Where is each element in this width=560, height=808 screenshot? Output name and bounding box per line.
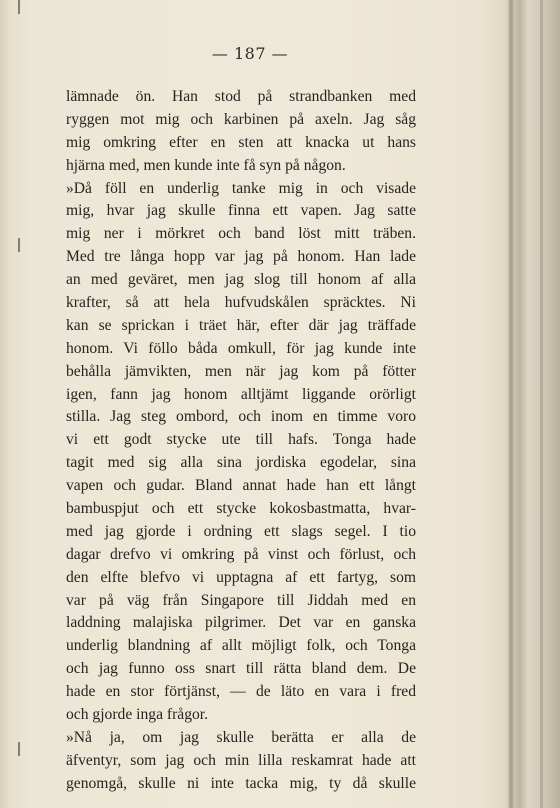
- text-line: vapen och gudar. Bland annat hade han ett långt: [66, 477, 416, 495]
- text-line: mig omkring efter en sten att knacka ut hans: [66, 133, 416, 151]
- body-text: [66, 86, 416, 796]
- text-line: honom. Vi föllo båda omkull, för jag kunde inte: [66, 339, 416, 357]
- text-line: underlig blandning af allt möjligt folk, och Tonga: [66, 637, 416, 655]
- text-line: och gjorde inga frågor.: [66, 706, 209, 724]
- text-line: och jag funno oss snart till rätta bland dem. De: [66, 660, 416, 678]
- text-line: med jag gjorde i ordning ett slags segel. I tio: [66, 522, 416, 540]
- text-line: mig ner i mörkret och band löst mitt träben.: [66, 225, 416, 243]
- binding-mark: [18, 742, 20, 756]
- text-line: »Då föll en underlig tanke mig in och visade: [66, 179, 416, 197]
- binding-mark: [18, 0, 20, 14]
- binding-mark: [18, 238, 20, 252]
- text-line: hjärna med, men kunde inte få syn på någon.: [66, 156, 346, 174]
- text-line: Med tre långa hopp var jag på honom. Han lade: [66, 248, 416, 266]
- text-line: »Nå ja, om jag skulle berätta er alla de: [66, 728, 416, 746]
- text-line: den elfte blefvo vi upptagna af ett fartyg, som: [66, 568, 416, 586]
- text-line: behålla jämvikten, men när jag kom på fötter: [66, 362, 416, 380]
- text-line: krafter, så att hela hufvudskålen spräcktes. Ni: [66, 294, 416, 312]
- text-line: äfventyr, som jag och min lilla reskamrat hade att: [66, 751, 416, 769]
- text-line: laddning malajiska pilgrimer. Det var en ganska: [66, 614, 416, 632]
- text-line: mig, hvar jag skulle finna ett vapen. Jag satte: [66, 202, 416, 220]
- text-line: ryggen mot mig och karbinen på axeln. Jag såg: [66, 110, 416, 128]
- text-line: vi ett godt stycke ute till hafs. Tonga hade: [66, 431, 416, 449]
- text-line: tagit med sig alla sina jordiska egodelar, sina: [66, 454, 416, 472]
- page-edge-shadow: [508, 0, 514, 808]
- text-line: lämnade ön. Han stod på strandbanken med: [66, 88, 416, 105]
- page-number: — 187 —: [211, 44, 289, 63]
- text-line: dagar drefvo vi omkring på vinst och förlust, och: [66, 545, 416, 563]
- text-line: bambuspjut och ett stycke kokosbastmatta, hvar-: [66, 500, 416, 518]
- text-line: var på väg från Singapore till Jiddah med en: [66, 591, 416, 609]
- text-line: kan se sprickan i träet här, efter där jag träffade: [66, 316, 416, 334]
- text-line: stilla. Jag steg ombord, och inom en timme voro: [66, 408, 416, 426]
- text-line: hade en stor förtjänst, — de läto en vara i fred: [66, 683, 416, 701]
- text-line: genomgå, skulle ni inte tacka mig, ty då skulle: [66, 774, 416, 792]
- back-page-edge: [540, 0, 543, 808]
- text-line: an med geväret, men jag slog till honom af alla: [66, 271, 416, 289]
- text-line: igen, fann jag honom alltjämt liggande orörligt: [66, 385, 416, 403]
